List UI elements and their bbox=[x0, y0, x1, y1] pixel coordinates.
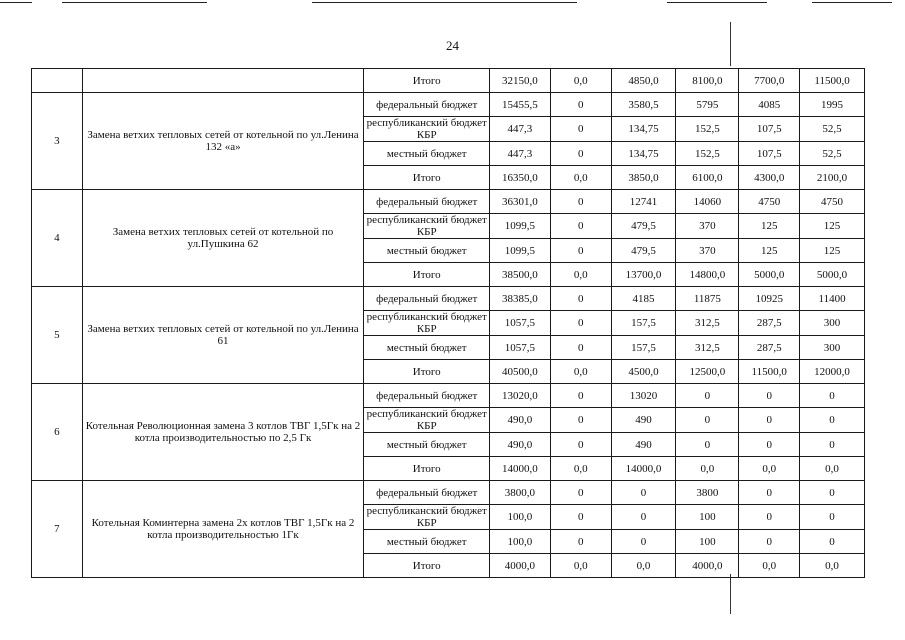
value-cell: 0 bbox=[611, 530, 676, 554]
funding-source: федеральный бюджет bbox=[364, 287, 490, 311]
funding-source: Итого bbox=[364, 360, 490, 384]
funding-source: республиканский бюджет КБР bbox=[364, 408, 490, 433]
value-cell: 0,0 bbox=[800, 554, 865, 578]
value-cell: 312,5 bbox=[676, 336, 739, 360]
value-cell: 490,0 bbox=[490, 408, 551, 433]
project-number: 6 bbox=[32, 384, 83, 481]
value-cell: 38385,0 bbox=[490, 287, 551, 311]
value-cell: 370 bbox=[676, 214, 739, 239]
value-cell: 0,0 bbox=[676, 457, 739, 481]
value-cell: 13700,0 bbox=[611, 263, 676, 287]
project-number: 5 bbox=[32, 287, 83, 384]
value-cell: 447,3 bbox=[490, 142, 551, 166]
funding-source: республиканский бюджет КБР bbox=[364, 117, 490, 142]
fold-mark-top bbox=[730, 22, 731, 66]
value-cell: 16350,0 bbox=[490, 166, 551, 190]
value-cell: 0 bbox=[676, 433, 739, 457]
funding-source: местный бюджет bbox=[364, 530, 490, 554]
value-cell: 5000,0 bbox=[739, 263, 800, 287]
number-cell bbox=[32, 69, 83, 93]
value-cell: 12000,0 bbox=[800, 360, 865, 384]
value-cell: 4300,0 bbox=[739, 166, 800, 190]
value-cell: 0,0 bbox=[739, 554, 800, 578]
value-cell: 0 bbox=[611, 481, 676, 505]
value-cell: 52,5 bbox=[800, 117, 865, 142]
value-cell: 157,5 bbox=[611, 336, 676, 360]
value-cell: 370 bbox=[676, 239, 739, 263]
funding-source: Итого bbox=[364, 263, 490, 287]
value-cell: 0 bbox=[739, 433, 800, 457]
value-cell: 0 bbox=[550, 336, 611, 360]
value-cell: 1099,5 bbox=[490, 239, 551, 263]
funding-source: Итого bbox=[364, 554, 490, 578]
value-cell: 0 bbox=[739, 408, 800, 433]
project-name: Замена ветхих тепловых сетей от котельной по ул.Ленина 61 bbox=[82, 287, 364, 384]
value-cell: 100 bbox=[676, 530, 739, 554]
value-cell: 490 bbox=[611, 408, 676, 433]
value-cell: 287,5 bbox=[739, 311, 800, 336]
value-cell: 11400 bbox=[800, 287, 865, 311]
value-cell: 100,0 bbox=[490, 530, 551, 554]
value-cell: 1057,5 bbox=[490, 311, 551, 336]
value-cell: 14800,0 bbox=[676, 263, 739, 287]
value-cell: 0 bbox=[550, 481, 611, 505]
value-cell: 287,5 bbox=[739, 336, 800, 360]
table-row bbox=[32, 481, 865, 505]
value-cell: 0 bbox=[800, 433, 865, 457]
header-rule-5 bbox=[812, 2, 892, 3]
funding-source: местный бюджет bbox=[364, 239, 490, 263]
value-cell: 0,0 bbox=[800, 457, 865, 481]
value-cell: 14000,0 bbox=[490, 457, 551, 481]
value-cell: 479,5 bbox=[611, 214, 676, 239]
project-name: Замена ветхих тепловых сетей от котельной по ул.Ленина 132 «а» bbox=[82, 93, 364, 190]
value-cell: 0 bbox=[550, 384, 611, 408]
funding-source: федеральный бюджет bbox=[364, 481, 490, 505]
value-cell: 3850,0 bbox=[611, 166, 676, 190]
value-cell: 0,0 bbox=[550, 263, 611, 287]
value-cell: 0 bbox=[800, 481, 865, 505]
value-cell: 4000,0 bbox=[490, 554, 551, 578]
value-cell: 6100,0 bbox=[676, 166, 739, 190]
value-cell: 0 bbox=[550, 93, 611, 117]
funding-source: местный бюджет bbox=[364, 433, 490, 457]
value-cell: 7700,0 bbox=[739, 69, 800, 93]
funding-source: местный бюджет bbox=[364, 142, 490, 166]
value-cell: 152,5 bbox=[676, 142, 739, 166]
value-cell: 0,0 bbox=[611, 554, 676, 578]
value-cell: 0,0 bbox=[550, 554, 611, 578]
value-cell: 13020,0 bbox=[490, 384, 551, 408]
value-cell: 300 bbox=[800, 311, 865, 336]
project-name: Замена ветхих тепловых сетей от котельной по ул.Пушкина 62 bbox=[82, 190, 364, 287]
value-cell: 14000,0 bbox=[611, 457, 676, 481]
value-cell: 300 bbox=[800, 336, 865, 360]
funding-source: республиканский бюджет КБР bbox=[364, 505, 490, 530]
value-cell: 0 bbox=[550, 287, 611, 311]
value-cell: 0,0 bbox=[550, 69, 611, 93]
value-cell: 36301,0 bbox=[490, 190, 551, 214]
value-cell: 0 bbox=[550, 505, 611, 530]
value-cell: 0 bbox=[611, 505, 676, 530]
value-cell: 0 bbox=[550, 311, 611, 336]
value-cell: 490 bbox=[611, 433, 676, 457]
value-cell: 12741 bbox=[611, 190, 676, 214]
funding-source: Итого bbox=[364, 166, 490, 190]
value-cell: 125 bbox=[739, 214, 800, 239]
value-cell: 157,5 bbox=[611, 311, 676, 336]
value-cell: 0,0 bbox=[739, 457, 800, 481]
value-cell: 14060 bbox=[676, 190, 739, 214]
header-rule-1 bbox=[0, 2, 32, 3]
funding-source: федеральный бюджет bbox=[364, 384, 490, 408]
fold-mark-bottom bbox=[730, 574, 731, 614]
value-cell: 0 bbox=[800, 384, 865, 408]
value-cell: 3800,0 bbox=[490, 481, 551, 505]
table-row bbox=[32, 190, 865, 214]
funding-source: федеральный бюджет bbox=[364, 93, 490, 117]
project-name: Котельная Коминтерна замена 2х котлов ТВГ 1,5Гк на 2 котла производительностью 1Гк bbox=[82, 481, 364, 578]
value-cell: 38500,0 bbox=[490, 263, 551, 287]
value-cell: 125 bbox=[739, 239, 800, 263]
value-cell: 10925 bbox=[739, 287, 800, 311]
value-cell: 107,5 bbox=[739, 117, 800, 142]
value-cell: 490,0 bbox=[490, 433, 551, 457]
value-cell: 0 bbox=[676, 408, 739, 433]
value-cell: 0 bbox=[739, 384, 800, 408]
value-cell: 4185 bbox=[611, 287, 676, 311]
value-cell: 0 bbox=[676, 384, 739, 408]
header-rule-3 bbox=[312, 2, 577, 3]
value-cell: 4500,0 bbox=[611, 360, 676, 384]
value-cell: 0 bbox=[550, 530, 611, 554]
value-cell: 0 bbox=[550, 142, 611, 166]
funding-source: федеральный бюджет bbox=[364, 190, 490, 214]
value-cell: 1099,5 bbox=[490, 214, 551, 239]
value-cell: 107,5 bbox=[739, 142, 800, 166]
value-cell: 5795 bbox=[676, 93, 739, 117]
value-cell: 1995 bbox=[800, 93, 865, 117]
funding-source: Итого bbox=[364, 457, 490, 481]
value-cell: 13020 bbox=[611, 384, 676, 408]
value-cell: 4750 bbox=[739, 190, 800, 214]
value-cell: 447,3 bbox=[490, 117, 551, 142]
funding-source: республиканский бюджет КБР bbox=[364, 214, 490, 239]
value-cell: 0,0 bbox=[550, 360, 611, 384]
value-cell: 0 bbox=[550, 190, 611, 214]
value-cell: 40500,0 bbox=[490, 360, 551, 384]
value-cell: 100 bbox=[676, 505, 739, 530]
table-row bbox=[32, 287, 865, 311]
budget-table bbox=[31, 68, 865, 578]
value-cell: 52,5 bbox=[800, 142, 865, 166]
value-cell: 134,75 bbox=[611, 142, 676, 166]
value-cell: 134,75 bbox=[611, 117, 676, 142]
header-rule-4 bbox=[667, 2, 767, 3]
project-number: 4 bbox=[32, 190, 83, 287]
funding-source: местный бюджет bbox=[364, 336, 490, 360]
value-cell: 0 bbox=[550, 408, 611, 433]
value-cell: 1057,5 bbox=[490, 336, 551, 360]
value-cell: 0 bbox=[550, 239, 611, 263]
value-cell: 0 bbox=[739, 481, 800, 505]
value-cell: 11500,0 bbox=[800, 69, 865, 93]
value-cell: 4750 bbox=[800, 190, 865, 214]
value-cell: 11500,0 bbox=[739, 360, 800, 384]
value-cell: 4000,0 bbox=[676, 554, 739, 578]
value-cell: 0,0 bbox=[550, 457, 611, 481]
value-cell: 4085 bbox=[739, 93, 800, 117]
value-cell: 0 bbox=[800, 505, 865, 530]
value-cell: 32150,0 bbox=[490, 69, 551, 93]
value-cell: 11875 bbox=[676, 287, 739, 311]
value-cell: 3800 bbox=[676, 481, 739, 505]
funding-source: республиканский бюджет КБР bbox=[364, 311, 490, 336]
value-cell: 2100,0 bbox=[800, 166, 865, 190]
value-cell: 125 bbox=[800, 239, 865, 263]
value-cell: 100,0 bbox=[490, 505, 551, 530]
value-cell: 5000,0 bbox=[800, 263, 865, 287]
value-cell: 479,5 bbox=[611, 239, 676, 263]
value-cell: 0 bbox=[800, 530, 865, 554]
project-name: Котельная Революционная замена 3 котлов ТВГ 1,5Гк на 2 котла производительностью по 2,5 Гк bbox=[82, 384, 364, 481]
value-cell: 125 bbox=[800, 214, 865, 239]
value-cell: 8100,0 bbox=[676, 69, 739, 93]
value-cell: 0 bbox=[800, 408, 865, 433]
value-cell: 152,5 bbox=[676, 117, 739, 142]
value-cell: 3580,5 bbox=[611, 93, 676, 117]
table-row bbox=[32, 384, 865, 408]
value-cell: 0 bbox=[550, 214, 611, 239]
project-number: 3 bbox=[32, 93, 83, 190]
value-cell: 312,5 bbox=[676, 311, 739, 336]
value-cell: 0 bbox=[550, 117, 611, 142]
value-cell: 0 bbox=[550, 433, 611, 457]
value-cell: 15455,5 bbox=[490, 93, 551, 117]
project-name-cell bbox=[82, 69, 364, 93]
value-cell: 12500,0 bbox=[676, 360, 739, 384]
source-cell: Итого bbox=[364, 69, 490, 93]
value-cell: 0 bbox=[739, 505, 800, 530]
value-cell: 0 bbox=[739, 530, 800, 554]
header-rule-2 bbox=[62, 2, 207, 3]
table-row bbox=[32, 69, 865, 93]
project-number: 7 bbox=[32, 481, 83, 578]
value-cell: 0,0 bbox=[550, 166, 611, 190]
page-number: 24 bbox=[446, 38, 459, 53]
table-row bbox=[32, 93, 865, 117]
value-cell: 4850,0 bbox=[611, 69, 676, 93]
